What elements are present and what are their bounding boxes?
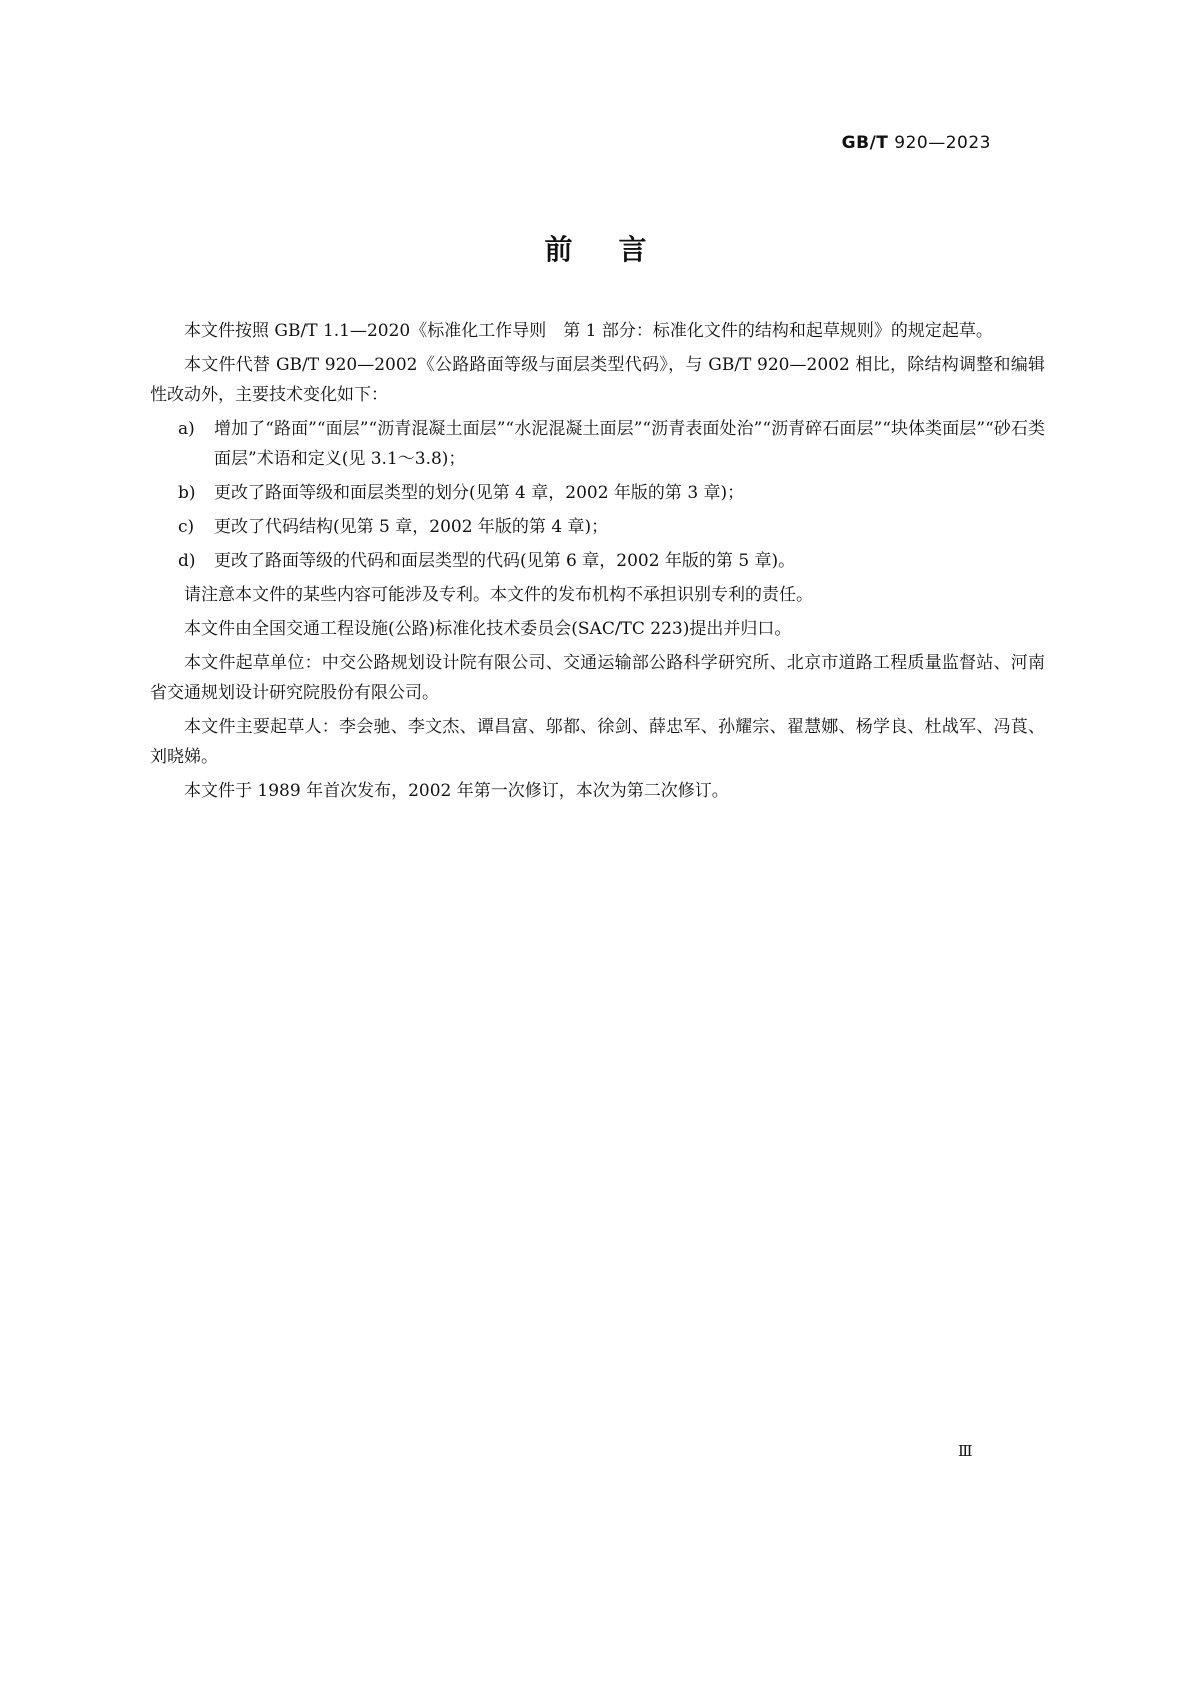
- paragraph-replacement: 本文件代替 GB/T 920—2002《公路路面等级与面层类型代码》，与 GB/T 920—2002 相比，除结构调整和编辑性改动外，主要技术变化如下：: [150, 355, 1045, 405]
- paragraph-drafting-rules: 本文件按照 GB/T 1.1—2020《标准化工作导则 第 1 部分：标准化文件的结构和起草规则》的规定起草。: [184, 321, 993, 341]
- change-item-d: [150, 546, 1045, 576]
- paragraph-patent-notice: 请注意本文件的某些内容可能涉及专利。本文件的发布机构不承担识别专利的责任。: [184, 585, 813, 605]
- paragraph-drafters: 本文件主要起草人：李会驰、李文杰、谭昌富、邬都、徐剑、薛忠军、孙耀宗、翟慧娜、杨学良、杜战军、冯莨、刘晓娣。: [150, 717, 1045, 767]
- document-code-number: 920—2023: [888, 133, 991, 153]
- document-code-prefix: GB/T: [841, 133, 889, 153]
- change-marker: d): [178, 551, 196, 571]
- change-item-c: [150, 512, 1045, 542]
- change-text: 更改了路面等级的代码和面层类型的代码(见第 6 章，2002 年版的第 5 章)。: [214, 551, 796, 571]
- paragraph-history: 本文件于 1989 年首次发布，2002 年第一次修订，本次为第二次修订。: [184, 781, 729, 801]
- page-title: 前言: [544, 233, 693, 266]
- document-code: [842, 133, 991, 153]
- change-marker: b): [178, 483, 196, 503]
- paragraph-drafting-units: 本文件起草单位：中交公路规划设计院有限公司、交通运输部公路科学研究所、北京市道路工程质量监督站、河南省交通规划设计研究院股份有限公司。: [150, 653, 1045, 703]
- change-text: 更改了路面等级和面层类型的划分(见第 4 章，2002 年版的第 3 章)；: [214, 483, 745, 503]
- change-marker: c): [178, 517, 195, 537]
- change-marker: a): [178, 419, 195, 439]
- change-text: 更改了代码结构(见第 5 章，2002 年版的第 4 章)；: [214, 517, 609, 537]
- paragraph-proposer: 本文件由全国交通工程设施(公路)标准化技术委员会(SAC/TC 223)提出并归口。: [184, 619, 792, 639]
- change-item-b: [150, 478, 1045, 508]
- change-text: 增加了“路面”“面层”“沥青混凝土面层”“水泥混凝土面层”“沥青表面处治”“沥青碎石面层”“块体类面层”“砂石类面层”术语和定义(见 3.1～3.8)；: [214, 419, 1045, 469]
- page-number: Ⅲ: [958, 1442, 973, 1460]
- change-item-a: [150, 414, 1045, 474]
- preface-body: [150, 316, 1045, 810]
